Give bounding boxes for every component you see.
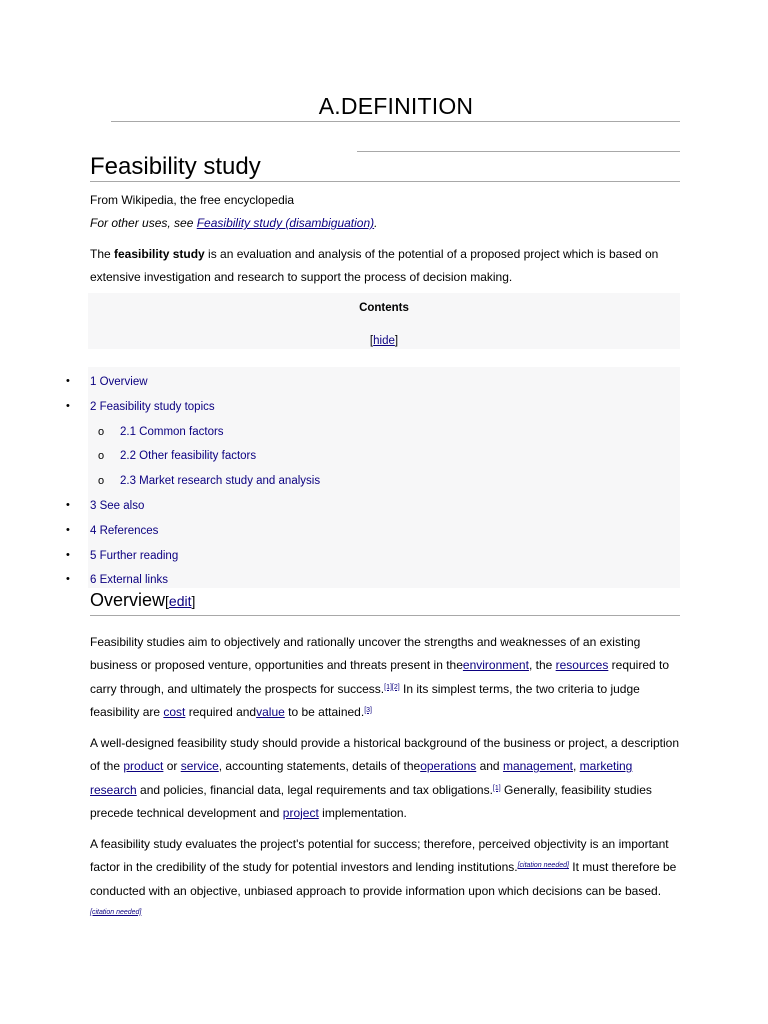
- resources-link[interactable]: resources: [555, 658, 609, 673]
- service-link[interactable]: service: [180, 759, 219, 774]
- value-link[interactable]: value: [256, 704, 285, 719]
- toc-item-link[interactable]: 6 External links: [90, 574, 168, 587]
- toc-bullet-icon: •: [66, 523, 70, 536]
- paragraph-text: , accounting statements, details of the: [218, 759, 421, 774]
- hatnote-text: For other uses, see: [90, 216, 197, 230]
- overview-heading: [90, 590, 195, 611]
- title-divider: [90, 181, 680, 182]
- hatnote-period: .: [374, 216, 378, 230]
- toc-bullet-icon: •: [66, 399, 70, 412]
- citation-needed-link[interactable]: [citation needed]: [517, 862, 569, 870]
- paragraph-text: ,: [573, 759, 580, 774]
- paragraph-text: Feasibility studies aim to objectively and rationally uncover the strengths and weaknesses of an existing business or proposed venture, opportunities and threats present in the: [90, 635, 641, 673]
- reference-link[interactable]: [1]: [492, 784, 501, 792]
- product-link[interactable]: product: [123, 759, 164, 774]
- paragraph-text: In its simplest terms, the two criteria to judge feasibility are: [90, 681, 640, 719]
- intro-paragraph: [90, 243, 680, 290]
- toc-bullet-icon: •: [66, 375, 70, 387]
- paragraph-text: It must therefore be conducted with an objective, unbiased approach to provide information upon which decisions can be based.: [90, 860, 677, 898]
- toc-bullet-icon: •: [66, 499, 70, 511]
- hatnote: [90, 216, 377, 230]
- toc-bullet-icon: •: [66, 573, 70, 586]
- intro-text: is an evaluation and analysis of the potential of a proposed project which is based on extensive investigation and research to support the process of decision making.: [90, 247, 659, 285]
- toc-toggle: [0, 335, 768, 347]
- marketing-research-link[interactable]: marketing research: [90, 759, 633, 797]
- paragraph-text: and policies, financial data, legal requirements and tax obligations.: [136, 782, 493, 797]
- toc-item-link[interactable]: 5 Further reading: [90, 549, 179, 562]
- citation-needed-link[interactable]: [citation needed]: [90, 908, 142, 916]
- paragraph-text: required to carry through, and ultimately the prospects for success.: [90, 658, 670, 696]
- toc-bracket: [: [369, 335, 374, 347]
- toc-item-link[interactable]: 2 Feasibility study topics: [90, 400, 215, 413]
- paragraph-text: A feasibility study evaluates the project's potential for success; therefore, perceived objectivity is an important factor in the credibility of the study for potential investors and lending institutions.: [90, 837, 669, 875]
- overview-paragraph-2: [90, 732, 680, 825]
- toc-sub-bullet-icon: o: [98, 475, 105, 488]
- operations-link[interactable]: operations: [420, 759, 477, 774]
- toc-item-link[interactable]: 2.3 Market research study and analysis: [120, 475, 321, 488]
- toc-item-link[interactable]: 4 References: [90, 524, 159, 537]
- paragraph-text: to be attained.: [284, 704, 365, 719]
- document-heading: A.DEFINITION: [318, 93, 474, 119]
- toc-bracket: ]: [394, 335, 399, 347]
- title-top-divider: [357, 151, 680, 152]
- edit-bracket: ]: [191, 593, 196, 609]
- environment-link[interactable]: environment: [462, 658, 529, 673]
- project-link[interactable]: project: [282, 805, 319, 820]
- toc-sub-bullet-icon: o: [98, 425, 105, 438]
- edit-bracket: [: [165, 593, 169, 609]
- cost-link[interactable]: cost: [163, 704, 186, 719]
- site-tagline: From Wikipedia, the free encyclopedia: [90, 193, 295, 207]
- paragraph-text: or: [163, 759, 181, 774]
- overview-divider: [90, 615, 680, 616]
- management-link[interactable]: management: [502, 759, 573, 774]
- edit-link[interactable]: edit: [168, 593, 192, 609]
- intro-bold-term: feasibility study: [114, 247, 205, 261]
- paragraph-text: required and: [185, 704, 257, 719]
- paragraph-text: Generally, feasibility studies precede technical development and: [90, 782, 652, 820]
- article-title: Feasibility study: [90, 153, 261, 180]
- toc-item-link[interactable]: 1 Overview: [90, 376, 148, 388]
- toc-item-link[interactable]: 3 See also: [90, 500, 145, 512]
- reference-link[interactable]: [1][2]: [384, 683, 400, 691]
- overview-paragraph-3: [90, 833, 680, 926]
- paragraph-text: implementation.: [318, 805, 407, 820]
- intro-text: The: [90, 247, 115, 261]
- toc-sub-bullet-icon: o: [98, 450, 105, 463]
- reference-link[interactable]: [3]: [364, 706, 372, 714]
- toc-item-link[interactable]: 2.2 Other feasibility factors: [120, 450, 257, 463]
- disambiguation-link[interactable]: Feasibility study (disambiguation): [196, 216, 375, 230]
- toc-bullet-icon: •: [66, 548, 70, 561]
- toc-title: Contents: [359, 302, 409, 314]
- toc-hide-link[interactable]: hide: [373, 335, 395, 347]
- overview-title: Overview: [90, 590, 166, 610]
- toc-item-link[interactable]: 2.1 Common factors: [120, 425, 224, 438]
- overview-paragraph-1: [90, 631, 680, 724]
- paragraph-text: and: [476, 759, 503, 774]
- paragraph-text: , the: [528, 658, 556, 673]
- paragraph-text: A well-designed feasibility study should provide a historical background of the business or project, a description of the: [90, 736, 679, 774]
- heading-divider: [111, 121, 680, 122]
